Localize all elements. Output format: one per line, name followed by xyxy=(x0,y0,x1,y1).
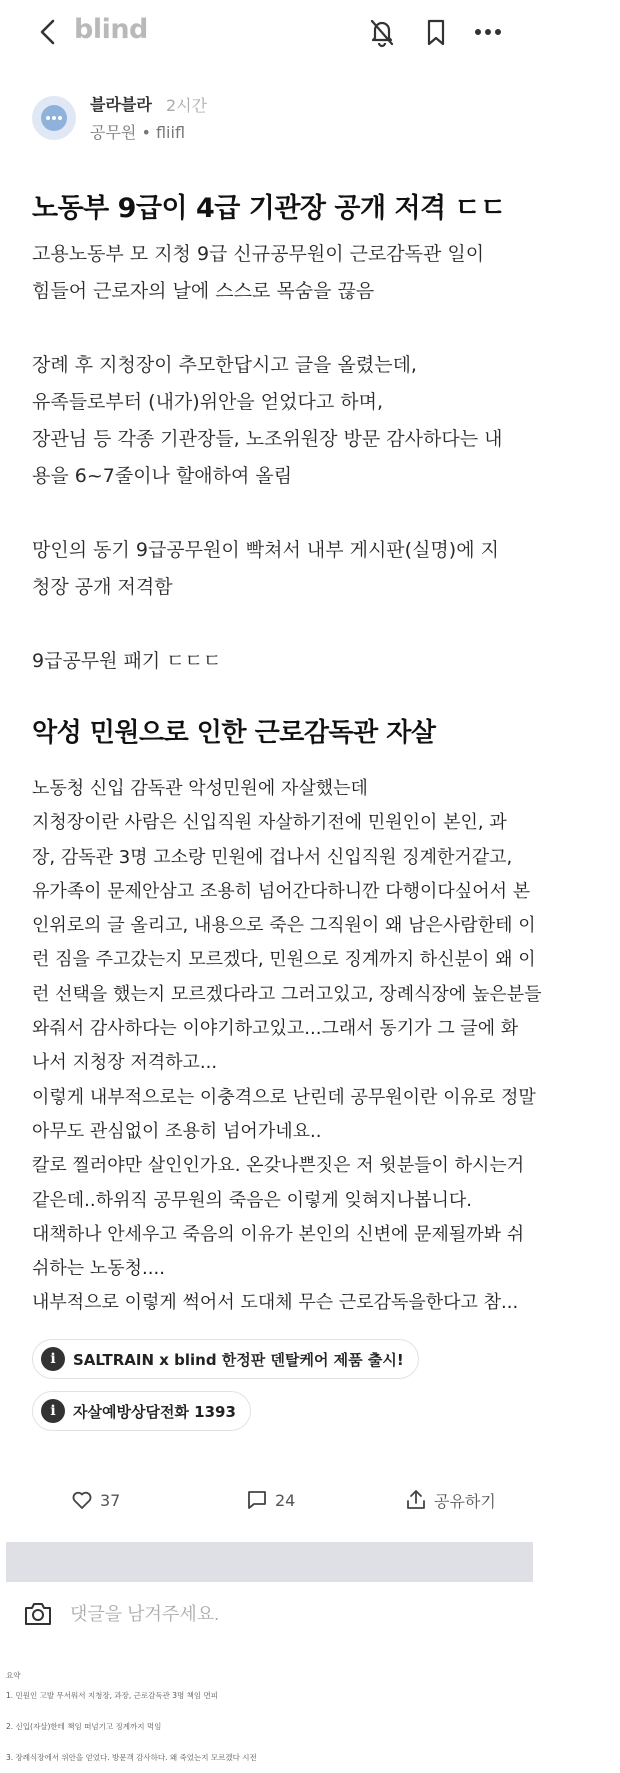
chat-bubble-icon xyxy=(41,105,67,131)
author-name[interactable]: 블라블라 xyxy=(90,95,152,114)
body-line: 장례 후 지청장이 추모한답시고 글을 올렸는데, xyxy=(32,354,417,376)
promo-chip-label: SALTRAIN x blind 한정판 덴탈케어 제품 출시! xyxy=(73,1350,404,1369)
quote-line: 런 선택을 했는지 모르겠다라고 그러고있고, 장례식장에 높은분들 xyxy=(32,983,542,1005)
like-button[interactable] xyxy=(70,1480,120,1520)
comment-bar xyxy=(0,1590,540,1640)
body-line: 청장 공개 저격함 xyxy=(32,576,173,598)
body-line: 9급공무원 패기 ㄷㄷㄷ xyxy=(32,650,222,672)
comment-count: 24 xyxy=(275,1490,296,1510)
summary-heading: 요약 xyxy=(6,1671,21,1680)
quote-line: 아무도 관심없이 조용히 넘어가네요.. xyxy=(32,1120,322,1142)
body-line: 힘들어 근로자의 날에 스스로 목숨을 끊음 xyxy=(32,280,375,302)
post-body xyxy=(32,236,532,680)
quote-body xyxy=(32,772,542,1321)
promo-chip[interactable] xyxy=(32,1339,419,1379)
avatar[interactable] xyxy=(32,96,76,140)
post-title: 노동부 9급이 4급 기관장 공개 저격 ㄷㄷ xyxy=(32,193,506,224)
back-icon[interactable] xyxy=(36,16,60,48)
post-time: 2시간 xyxy=(166,96,208,115)
share-button[interactable] xyxy=(404,1480,496,1520)
quote-line: 지청장이란 사람은 신입직원 자살하기전에 민원인이 본인, 과 xyxy=(32,812,507,834)
info-icon: i xyxy=(41,1347,65,1371)
quote-line: 런 짐을 주고갔는지 모르겠다, 민원으로 징계까지 하신분이 왜 이 xyxy=(32,949,536,971)
heart-icon xyxy=(70,1488,94,1512)
quote-line: 이렇게 내부적으로는 이충격으로 난린데 공무원이란 이유로 정말 xyxy=(32,1086,536,1108)
body-line: 용을 6~7줄이나 할애하여 올림 xyxy=(32,465,293,487)
summary-item: 2. 신입(자살)한테 책임 떠넘기고 징계까지 먹임 xyxy=(6,1722,162,1731)
quote-line: 노동청 신입 감독관 악성민원에 자살했는데 xyxy=(32,778,368,799)
quote-line: 대책하나 안세우고 죽음의 이유가 본인의 신변에 문제될까봐 쉬 xyxy=(32,1223,525,1245)
more-icon[interactable] xyxy=(472,16,504,48)
info-icon: i xyxy=(41,1399,65,1423)
share-icon xyxy=(404,1488,428,1512)
body-line: 고용노동부 모 지청 9급 신규공무원이 근로감독관 일이 xyxy=(32,243,485,265)
hotline-chip-label: 자살예방상담전화 1393 xyxy=(73,1402,236,1421)
comment-button[interactable] xyxy=(245,1480,295,1520)
summary-item: 1. 민원인 고발 무서워서 지청장, 과장, 근로감독관 3명 책임 면피 xyxy=(6,1691,219,1700)
quote-line: 나서 지청장 저격하고... xyxy=(32,1052,218,1074)
quote-line: 칼로 찔러야만 살인인가요. 온갖나쁜짓은 저 윗분들이 하시는거 xyxy=(32,1155,525,1177)
quote-line: 장, 감독관 3명 고소랑 민원에 겁나서 신입직원 징계한거같고, xyxy=(32,846,513,868)
body-line: 유족들로부터 (내가)위안을 얻었다고 하며, xyxy=(32,391,384,413)
post-author xyxy=(32,92,532,148)
comment-icon xyxy=(245,1488,269,1512)
body-line: 망인의 동기 9급공무원이 빡쳐서 내부 게시판(실명)에 지 xyxy=(32,539,499,561)
post-actions xyxy=(0,1480,540,1520)
quote-line: 인위로의 글 올리고, 내용으로 죽은 그직원이 왜 남은사람한테 이 xyxy=(32,915,536,937)
author-meta: 공무원 • fliifl xyxy=(90,123,186,142)
app-logo: blind xyxy=(74,14,148,45)
quote-line: 내부적으로 이렇게 썩어서 도대체 무슨 근로감독을한다고 참... xyxy=(32,1292,519,1314)
share-label: 공유하기 xyxy=(434,1491,496,1511)
body-line: 장관님 등 각종 기관장들, 노조위원장 방문 감사하다는 내 xyxy=(32,428,503,450)
quote-title: 악성 민원으로 인한 근로감독관 자살 xyxy=(32,718,436,748)
bell-off-icon[interactable] xyxy=(366,16,398,48)
hotline-chip[interactable] xyxy=(32,1391,251,1431)
quote-line: 같은데..하위직 공무원의 죽음은 이렇게 잊혀지나봅니다. xyxy=(32,1189,472,1211)
like-count: 37 xyxy=(100,1490,121,1510)
top-bar xyxy=(0,0,540,64)
quote-line: 쉬하는 노동청.... xyxy=(32,1258,165,1280)
quote-line: 유가족이 문제안삼고 조용히 넘어간다하니깐 다행이다싶어서 본 xyxy=(32,880,531,902)
summary-item: 3. 장례식장에서 위안을 얻었다. 방문객 감사하다. 왜 죽었는지 모르겠다 시전 xyxy=(6,1753,257,1762)
bookmark-icon[interactable] xyxy=(420,16,452,48)
quote-line: 와줘서 감사하다는 이야기하고있고...그래서 동기가 그 글에 화 xyxy=(32,1018,519,1040)
section-divider xyxy=(6,1542,533,1582)
comment-input[interactable] xyxy=(70,1596,490,1632)
camera-icon[interactable] xyxy=(22,1598,54,1630)
